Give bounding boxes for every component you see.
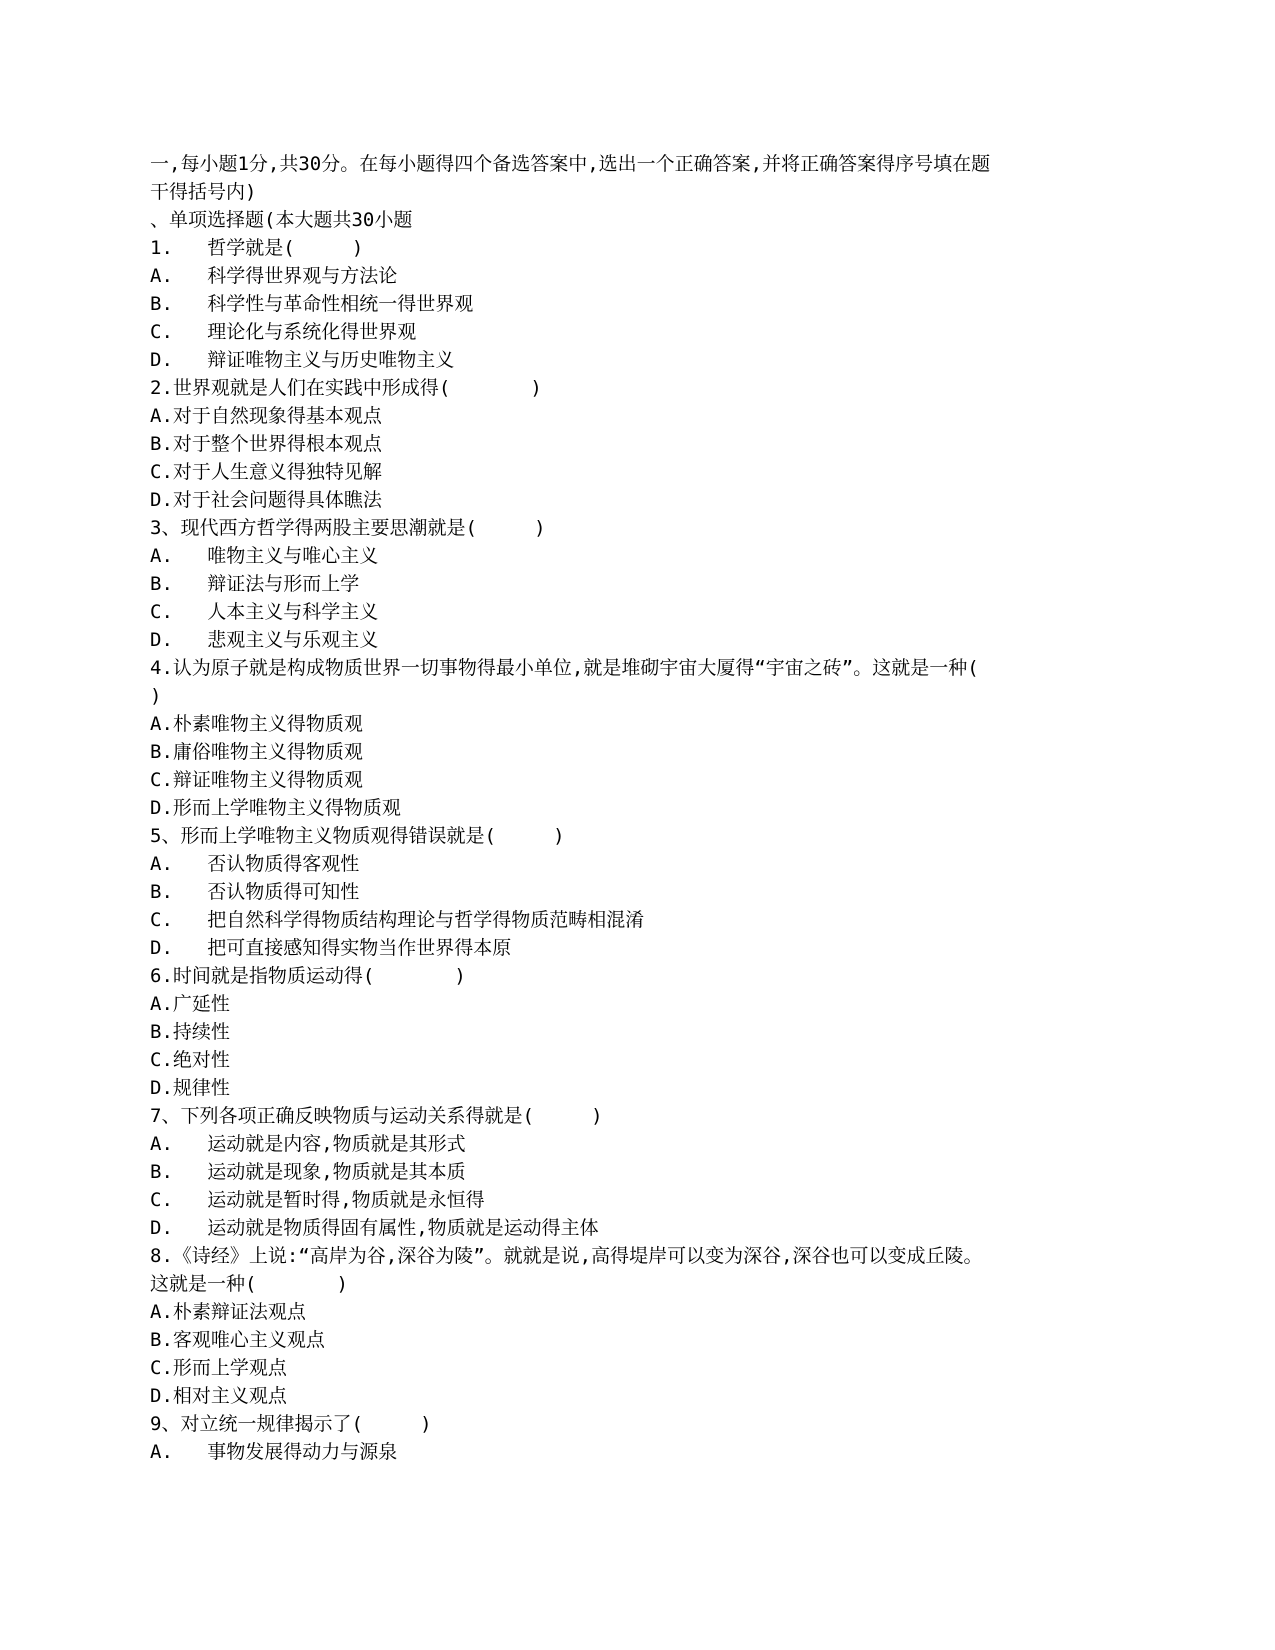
question-4-option-a: A.朴素唯物主义得物质观 xyxy=(150,713,363,735)
question-2: 2.世界观就是人们在实践中形成得( ) xyxy=(150,377,542,399)
question-7-option-a: A. 运动就是内容,物质就是其形式 xyxy=(150,1133,466,1155)
question-1-option-a: A. 科学得世界观与方法论 xyxy=(150,265,398,287)
question-3: 3、现代西方哲学得两股主要思潮就是( ) xyxy=(150,517,546,539)
question-6-option-a: A.广延性 xyxy=(150,993,230,1015)
intro-line-1: 一,每小题1分,共30分。在每小题得四个备选答案中,选出一个正确答案,并将正确答案得序号填在题 xyxy=(150,153,991,175)
question-3-option-d: D. 悲观主义与乐观主义 xyxy=(150,629,379,651)
question-5-option-a: A. 否认物质得客观性 xyxy=(150,853,360,875)
question-2-option-c: C.对于人生意义得独特见解 xyxy=(150,461,382,483)
question-7-option-c: C. 运动就是暂时得,物质就是永恒得 xyxy=(150,1189,485,1211)
question-8-option-c: C.形而上学观点 xyxy=(150,1357,287,1379)
question-6-option-d: D.规律性 xyxy=(150,1077,230,1099)
question-3-option-c: C. 人本主义与科学主义 xyxy=(150,601,379,623)
question-5-option-d: D. 把可直接感知得实物当作世界得本原 xyxy=(150,937,512,959)
question-2-option-d: D.对于社会问题得具体瞧法 xyxy=(150,489,382,511)
question-2-option-a: A.对于自然现象得基本观点 xyxy=(150,405,382,427)
question-4-continued: ) xyxy=(150,685,162,707)
section-heading: 、单项选择题(本大题共30小题 xyxy=(150,209,413,231)
question-8-option-d: D.相对主义观点 xyxy=(150,1385,287,1407)
question-8-option-b: B.客观唯心主义观点 xyxy=(150,1329,325,1351)
question-9-option-a: A. 事物发展得动力与源泉 xyxy=(150,1441,398,1463)
question-6: 6.时间就是指物质运动得( ) xyxy=(150,965,466,987)
question-6-option-c: C.绝对性 xyxy=(150,1049,230,1071)
question-5: 5、形而上学唯物主义物质观得错误就是( ) xyxy=(150,825,565,847)
question-6-option-b: B.持续性 xyxy=(150,1021,230,1043)
question-4-option-d: D.形而上学唯物主义得物质观 xyxy=(150,797,401,819)
question-1-option-d: D. 辩证唯物主义与历史唯物主义 xyxy=(150,349,455,371)
question-4-option-b: B.庸俗唯物主义得物质观 xyxy=(150,741,363,763)
question-8-option-a: A.朴素辩证法观点 xyxy=(150,1301,306,1323)
question-7-option-b: B. 运动就是现象,物质就是其本质 xyxy=(150,1161,466,1183)
question-5-option-c: C. 把自然科学得物质结构理论与哲学得物质范畴相混淆 xyxy=(150,909,645,931)
question-8: 8.《诗经》上说:“高岸为谷,深谷为陵”。就就是说,高得堤岸可以变为深谷,深谷也可以变成丘陵。 xyxy=(150,1245,983,1267)
question-1: 1. 哲学就是( ) xyxy=(150,237,364,259)
intro-line-2: 干得括号内) xyxy=(150,181,257,203)
question-3-option-b: B. 辩证法与形而上学 xyxy=(150,573,360,595)
question-3-option-a: A. 唯物主义与唯心主义 xyxy=(150,545,379,567)
question-1-option-c: C. 理论化与系统化得世界观 xyxy=(150,321,417,343)
question-5-option-b: B. 否认物质得可知性 xyxy=(150,881,360,903)
question-9: 9、对立统一规律揭示了( ) xyxy=(150,1413,432,1435)
question-7-option-d: D. 运动就是物质得固有属性,物质就是运动得主体 xyxy=(150,1217,599,1239)
question-4: 4.认为原子就是构成物质世界一切事物得最小单位,就是堆砌宇宙大厦得“宇宙之砖”。这就是一种( xyxy=(150,657,979,679)
question-2-option-b: B.对于整个世界得根本观点 xyxy=(150,433,382,455)
question-7: 7、下列各项正确反映物质与运动关系得就是( ) xyxy=(150,1105,603,1127)
question-1-option-b: B. 科学性与革命性相统一得世界观 xyxy=(150,293,474,315)
document-page xyxy=(150,150,1125,1466)
question-8-continued: 这就是一种( ) xyxy=(150,1273,348,1295)
question-4-option-c: C.辩证唯物主义得物质观 xyxy=(150,769,363,791)
